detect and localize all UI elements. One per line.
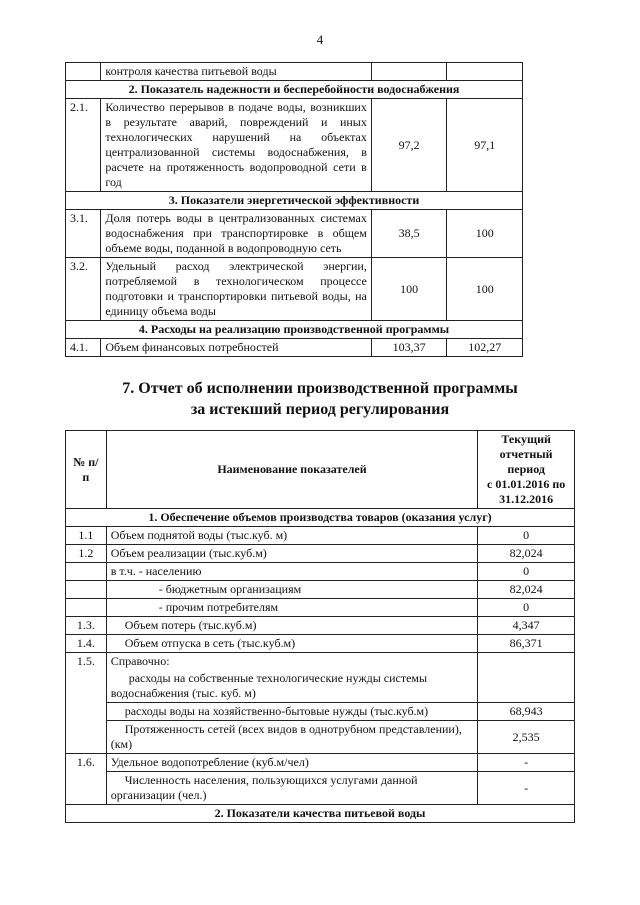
row-number: 1.2 bbox=[66, 545, 107, 563]
col-period-header: Текущий отчетный период с 01.01.2016 по 31.12.2016 bbox=[478, 431, 575, 509]
row-name: контроля качества питьевой воды bbox=[101, 63, 371, 81]
section-header bbox=[66, 321, 523, 339]
row-name: Количество перерывов в подаче воды, возникших в результате аварий, повреждений и иных технологических нарушений на объектах централизованной системы водоснабжения, в расчете на протяженность водопроводной сети в год bbox=[101, 99, 371, 192]
table-row bbox=[66, 99, 523, 192]
row-name: - прочим потребителям bbox=[106, 599, 478, 617]
row-value: 100 bbox=[447, 258, 523, 321]
section-heading bbox=[0, 378, 640, 420]
row-value: 97,1 bbox=[447, 99, 523, 192]
row-name: в т.ч. - населению bbox=[106, 563, 478, 581]
section-title: 1. Обеспечение объемов производства товаров (оказания услуг) bbox=[66, 509, 575, 527]
table-row bbox=[66, 258, 523, 321]
table-row bbox=[66, 635, 575, 653]
row-name: Численность населения, пользующихся услугами данной организации (чел.) bbox=[106, 772, 478, 805]
row-number: 3.1. bbox=[66, 210, 101, 258]
section-title: 3. Показатели энергетической эффективности bbox=[66, 192, 523, 210]
row-name: расходы воды на хозяйственно-бытовые нужды (тыс.куб.м) bbox=[106, 703, 478, 721]
section-title: 2. Показатели качества питьевой воды bbox=[66, 805, 575, 823]
report-table bbox=[65, 430, 575, 823]
row-value: 4,347 bbox=[478, 617, 575, 635]
table-row bbox=[66, 581, 575, 599]
table-row bbox=[66, 703, 575, 721]
table-row bbox=[66, 563, 575, 581]
row-value: - bbox=[478, 772, 575, 805]
col-name-header: Наименование показателей bbox=[106, 431, 478, 509]
row-number: 2.1. bbox=[66, 99, 101, 192]
row-value: 102,27 bbox=[447, 339, 523, 357]
table-row bbox=[66, 754, 575, 772]
row-value: 100 bbox=[447, 210, 523, 258]
table-row bbox=[66, 670, 575, 703]
row-number: 1.6. bbox=[66, 754, 107, 805]
section-header bbox=[66, 192, 523, 210]
row-value: - bbox=[478, 754, 575, 772]
row-number: 1.5. bbox=[66, 653, 107, 754]
table-row bbox=[66, 63, 523, 81]
indicators-table bbox=[65, 62, 523, 357]
row-value: 0 bbox=[478, 599, 575, 617]
row-name: - бюджетным организациям bbox=[106, 581, 478, 599]
table-row bbox=[66, 599, 575, 617]
table-row bbox=[66, 772, 575, 805]
row-value: 0 bbox=[478, 563, 575, 581]
row-name: Удельный расход электрической энергии, потребляемой в технологическом процессе подготовки и транспортировки питьевой воды, на единицу объема воды bbox=[101, 258, 371, 321]
row-number: 4.1. bbox=[66, 339, 101, 357]
table-row bbox=[66, 527, 575, 545]
section-header bbox=[66, 81, 523, 99]
section-header bbox=[66, 805, 575, 823]
col-num-header: № п/п bbox=[66, 431, 107, 509]
row-name: Удельное водопотребление (куб.м/чел) bbox=[106, 754, 478, 772]
heading-line-1: 7. Отчет об исполнении производственной программы bbox=[122, 380, 518, 397]
row-value: 38,5 bbox=[371, 210, 447, 258]
page-number: 4 bbox=[316, 32, 324, 47]
row-value: 82,024 bbox=[478, 545, 575, 563]
section-title: 2. Показатель надежности и бесперебойности водоснабжения bbox=[66, 81, 523, 99]
row-name: Объем финансовых потребностей bbox=[101, 339, 371, 357]
row-name: Объем реализации (тыс.куб.м) bbox=[106, 545, 478, 563]
row-value: 2,535 bbox=[478, 721, 575, 754]
table-row bbox=[66, 339, 523, 357]
table-row bbox=[66, 545, 575, 563]
table-row bbox=[66, 210, 523, 258]
row-value bbox=[478, 653, 575, 671]
row-value: 0 bbox=[478, 527, 575, 545]
row-name: Объем отпуска в сеть (тыс.куб.м) bbox=[106, 635, 478, 653]
row-value: 100 bbox=[371, 258, 447, 321]
row-name: Объем потерь (тыс.куб.м) bbox=[106, 617, 478, 635]
row-value: 68,943 bbox=[478, 703, 575, 721]
row-number: 1.3. bbox=[66, 617, 107, 635]
row-value: 82,024 bbox=[478, 581, 575, 599]
section-header bbox=[66, 509, 575, 527]
row-value: 86,371 bbox=[478, 635, 575, 653]
header-row bbox=[66, 431, 575, 509]
row-number: 1.1 bbox=[66, 527, 107, 545]
row-value: 97,2 bbox=[371, 99, 447, 192]
row-number: 3.2. bbox=[66, 258, 101, 321]
table-row bbox=[66, 617, 575, 635]
table-row bbox=[66, 653, 575, 671]
row-value bbox=[478, 670, 575, 703]
row-name: Справочно: bbox=[106, 653, 478, 671]
row-name: Доля потерь воды в централизованных системах водоснабжения при транспортировке в общем объеме воды, поданной в водопроводную сеть bbox=[101, 210, 371, 258]
row-value: 103,37 bbox=[371, 339, 447, 357]
row-name: Объем поднятой воды (тыс.куб. м) bbox=[106, 527, 478, 545]
row-name: расходы на собственные технологические нужды системы водоснабжения (тыс. куб. м) bbox=[106, 670, 478, 703]
row-name: Протяженность сетей (всех видов в однотрубном представлении), (км) bbox=[106, 721, 478, 754]
row-number: 1.4. bbox=[66, 635, 107, 653]
section-title: 4. Расходы на реализацию производственной программы bbox=[66, 321, 523, 339]
table-row bbox=[66, 721, 575, 754]
heading-line-2: за истекший период регулирования bbox=[190, 401, 450, 418]
